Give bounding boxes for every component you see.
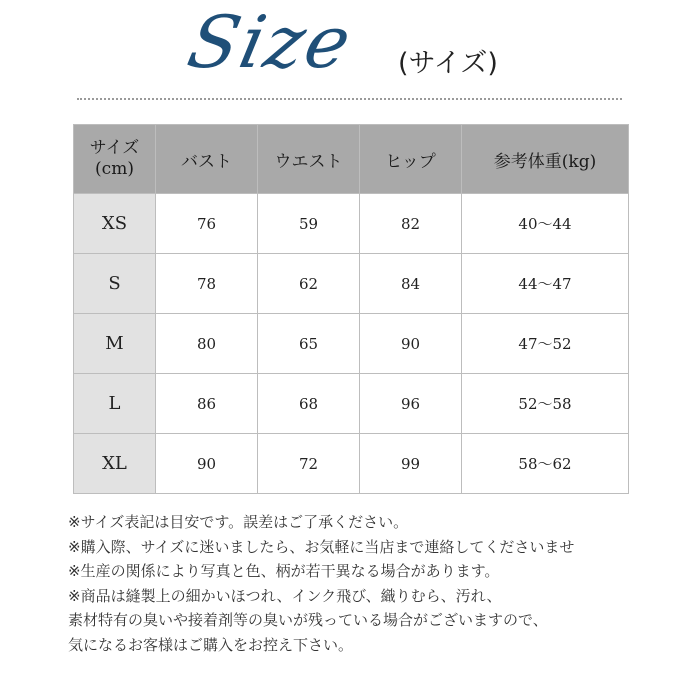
note-line: 素材特有の臭いや接着剤等の臭いが残っている場合がございますので、 <box>68 611 548 629</box>
cell-hip: 90 <box>360 314 462 374</box>
table-row <box>74 434 629 494</box>
table-row <box>74 254 629 314</box>
cell-hip: 96 <box>360 374 462 434</box>
cell-waist: 72 <box>258 434 360 494</box>
table-header-row <box>74 125 629 194</box>
cell-bust: 76 <box>156 194 258 254</box>
cell-bust: 78 <box>156 254 258 314</box>
cell-hip: 82 <box>360 194 462 254</box>
cell-size: XS <box>74 194 156 254</box>
cell-size: M <box>74 314 156 374</box>
cell-waist: 65 <box>258 314 360 374</box>
cell-size: L <box>74 374 156 434</box>
note-line: ※サイズ表記は目安です。誤差はご了承ください。 <box>68 513 409 531</box>
cell-waist: 62 <box>258 254 360 314</box>
cell-weight: 44〜47 <box>462 254 629 314</box>
header-hip: ヒップ <box>360 125 462 194</box>
header-size: サイズ (cm) <box>74 125 156 194</box>
size-table <box>73 124 629 494</box>
cell-hip: 99 <box>360 434 462 494</box>
title-subtitle: (サイズ) <box>398 48 498 79</box>
header-bust: バスト <box>156 125 258 194</box>
cell-waist: 59 <box>258 194 360 254</box>
title-area <box>0 0 700 100</box>
note-line: ※商品は縫製上の細かいほつれ、インク飛び、織りむら、汚れ、 <box>68 586 502 605</box>
title-script: Size <box>181 0 360 84</box>
table-row <box>74 314 629 374</box>
cell-bust: 90 <box>156 434 258 494</box>
title-divider <box>77 98 622 100</box>
cell-size: XL <box>74 434 156 494</box>
cell-bust: 86 <box>156 374 258 434</box>
note-line: 気になるお客様はご購入をお控え下さい。 <box>68 635 354 654</box>
cell-weight: 52〜58 <box>462 374 629 434</box>
cell-hip: 84 <box>360 254 462 314</box>
cell-bust: 80 <box>156 314 258 374</box>
header-waist: ウエスト <box>258 125 360 194</box>
header-weight: 参考体重(kg) <box>462 125 629 194</box>
cell-weight: 47〜52 <box>462 314 629 374</box>
cell-weight: 58〜62 <box>462 434 629 494</box>
cell-weight: 40〜44 <box>462 194 629 254</box>
cell-waist: 68 <box>258 374 360 434</box>
notes-block <box>68 510 688 657</box>
cell-size: S <box>74 254 156 314</box>
note-line: ※購入際、サイズに迷いましたら、お気軽に当店まで連絡してくださいませ <box>68 537 575 556</box>
note-line: ※生産の関係により写真と色、柄が若干異なる場合があります。 <box>68 562 500 580</box>
table-row <box>74 194 629 254</box>
table-row <box>74 374 629 434</box>
